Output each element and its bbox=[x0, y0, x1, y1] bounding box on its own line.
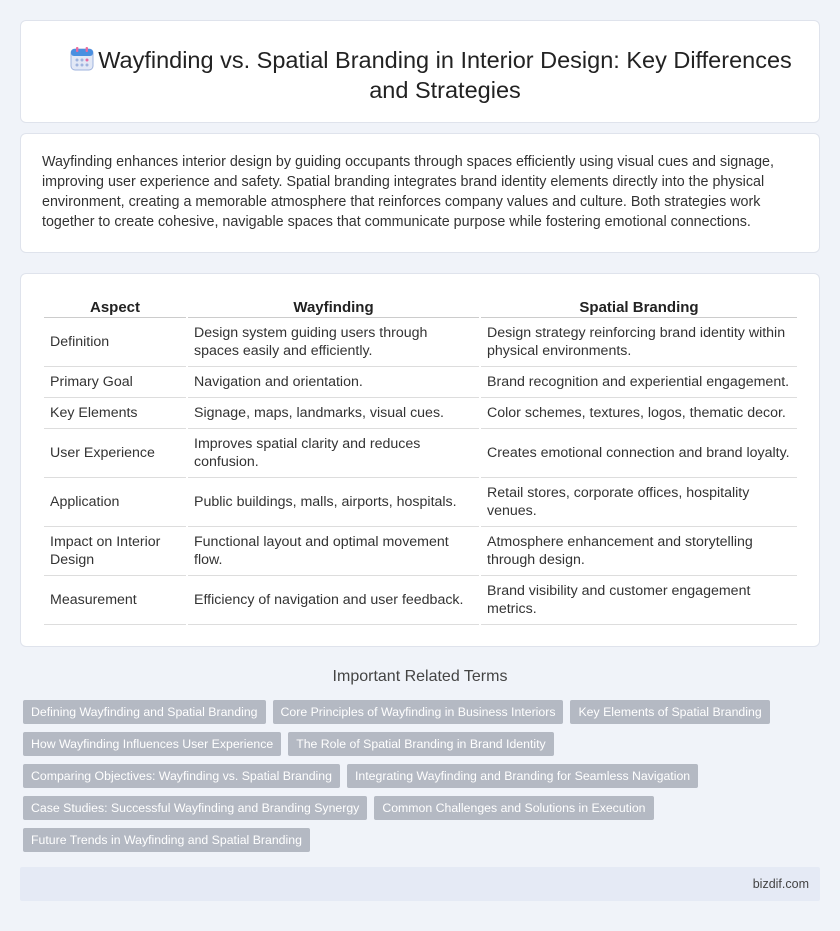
cell-aspect: User Experience bbox=[44, 429, 186, 478]
cell-wayfinding: Functional layout and optimal movement flow. bbox=[188, 527, 479, 576]
cell-spatial-branding: Atmosphere enhancement and storytelling through design. bbox=[481, 527, 797, 576]
cell-spatial-branding: Retail stores, corporate offices, hospitality venues. bbox=[481, 478, 797, 527]
related-terms-title: Important Related Terms bbox=[332, 668, 508, 685]
cell-aspect: Key Elements bbox=[44, 398, 186, 429]
related-term-tag[interactable]: Common Challenges and Solutions in Execution bbox=[374, 796, 653, 820]
intro-paragraph: Wayfinding enhances interior design by guiding occupants through spaces efficiently using visual cues and signage, improving user experience and safety. Spatial branding integrates brand identity elements directly into the physical environment, creating a memorable atmosphere that reinforces company values and culture. Both strategies work together to create cohesive, navigable spaces that communicate purpose while fostering emotional connections. bbox=[42, 154, 774, 230]
related-term-tag[interactable]: Future Trends in Wayfinding and Spatial Branding bbox=[23, 828, 310, 852]
header-aspect: Aspect bbox=[44, 295, 186, 318]
footer-site-link[interactable]: bizdif.com bbox=[752, 877, 809, 891]
table-row bbox=[44, 429, 797, 478]
cell-aspect: Primary Goal bbox=[44, 367, 186, 398]
table-row bbox=[44, 367, 797, 398]
comparison-table bbox=[42, 295, 799, 625]
table-row bbox=[44, 576, 797, 625]
cell-spatial-branding: Brand recognition and experiential engagement. bbox=[481, 367, 797, 398]
footer bbox=[20, 867, 820, 901]
table-row bbox=[44, 398, 797, 429]
intro-card bbox=[20, 133, 820, 253]
related-term-tag[interactable]: Defining Wayfinding and Spatial Branding bbox=[23, 700, 266, 724]
cell-spatial-branding: Creates emotional connection and brand loyalty. bbox=[481, 429, 797, 478]
related-term-tag[interactable]: Integrating Wayfinding and Branding for Seamless Navigation bbox=[347, 764, 698, 788]
related-term-tag[interactable]: How Wayfinding Influences User Experience bbox=[23, 732, 281, 756]
cell-aspect: Application bbox=[44, 478, 186, 527]
related-term-tag[interactable]: Case Studies: Successful Wayfinding and Branding Synergy bbox=[23, 796, 367, 820]
related-term-tag[interactable]: The Role of Spatial Branding in Brand Identity bbox=[288, 732, 554, 756]
cell-wayfinding: Design system guiding users through spaces easily and efficiently. bbox=[188, 318, 479, 367]
comparison-card bbox=[20, 273, 820, 647]
cell-spatial-branding: Color schemes, textures, logos, thematic decor. bbox=[481, 398, 797, 429]
header-spatial-branding: Spatial Branding bbox=[481, 295, 797, 318]
cell-wayfinding: Efficiency of navigation and user feedback. bbox=[188, 576, 479, 625]
cell-wayfinding: Signage, maps, landmarks, visual cues. bbox=[188, 398, 479, 429]
related-term-tag[interactable]: Comparing Objectives: Wayfinding vs. Spatial Branding bbox=[23, 764, 340, 788]
table-row bbox=[44, 527, 797, 576]
table-row bbox=[44, 478, 797, 527]
cell-spatial-branding: Brand visibility and customer engagement metrics. bbox=[481, 576, 797, 625]
table-header-row bbox=[44, 295, 797, 318]
header-card bbox=[20, 20, 820, 123]
table-row bbox=[44, 318, 797, 367]
related-term-tag[interactable]: Core Principles of Wayfinding in Business Interiors bbox=[273, 700, 564, 724]
header-wayfinding: Wayfinding bbox=[188, 295, 479, 318]
related-term-tag[interactable]: Key Elements of Spatial Branding bbox=[570, 700, 769, 724]
related-terms-list bbox=[23, 700, 803, 852]
cell-wayfinding: Improves spatial clarity and reduces confusion. bbox=[188, 429, 479, 478]
cell-spatial-branding: Design strategy reinforcing brand identity within physical environments. bbox=[481, 318, 797, 367]
cell-wayfinding: Navigation and orientation. bbox=[188, 367, 479, 398]
cell-aspect: Measurement bbox=[44, 576, 186, 625]
page-title: Wayfinding vs. Spatial Branding in Interior Design: Key Differences and Strategies bbox=[98, 47, 792, 103]
cell-wayfinding: Public buildings, malls, airports, hospitals. bbox=[188, 478, 479, 527]
cell-aspect: Definition bbox=[44, 318, 186, 367]
cell-aspect: Impact on Interior Design bbox=[44, 527, 186, 576]
